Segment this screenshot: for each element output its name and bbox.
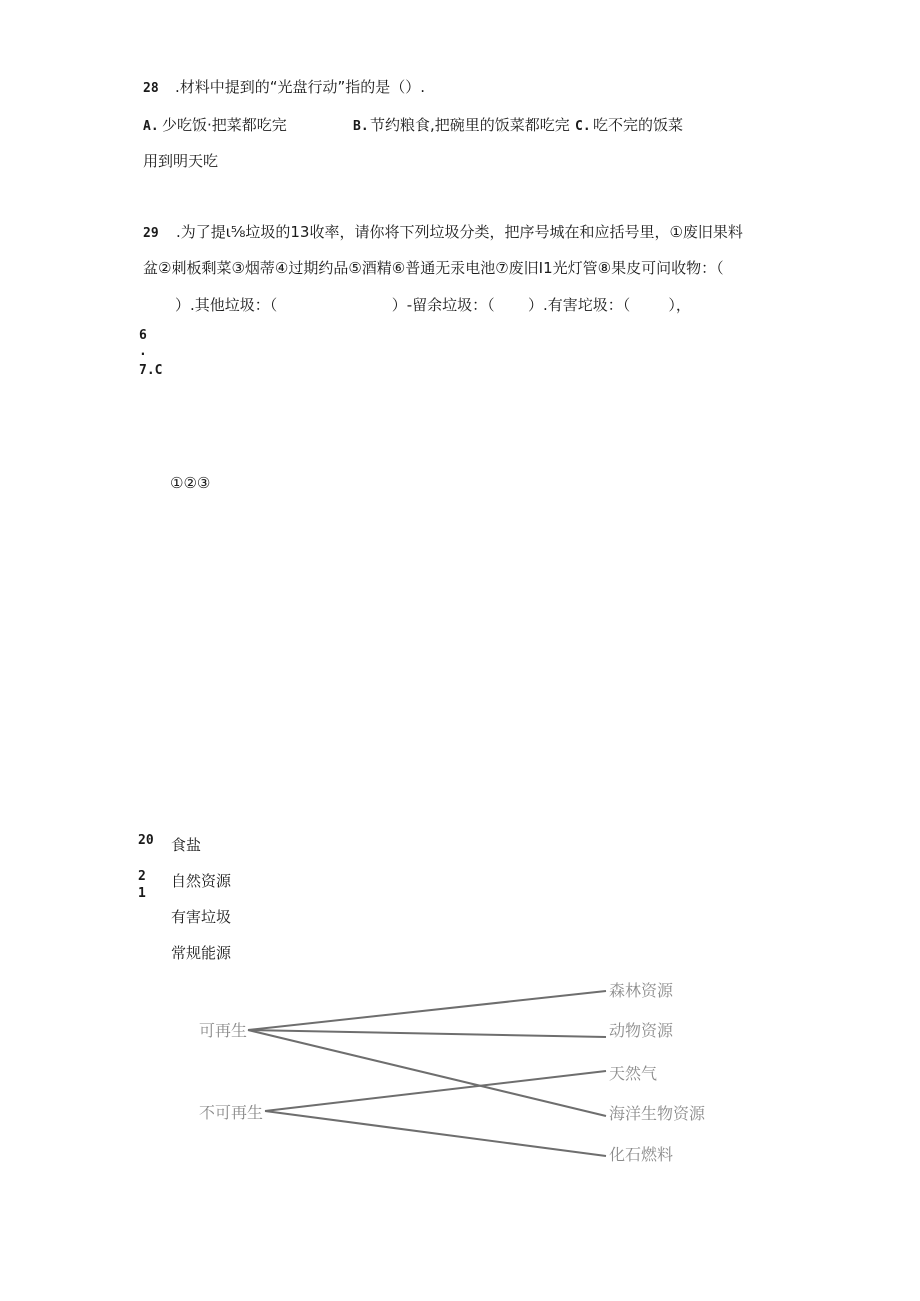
- right-label-forest: 森林资源: [609, 981, 674, 1000]
- list-item-salt: 食盐: [171, 836, 202, 854]
- q28-option-a-key: A.: [143, 119, 159, 134]
- q28-number: 28: [143, 81, 159, 96]
- right-label-marine: 海洋生物资源: [609, 1104, 706, 1123]
- connector-line: [265, 1071, 606, 1111]
- answer-7c: 7.C: [139, 363, 163, 378]
- list-number-21-b: 1: [138, 886, 146, 901]
- q29-line-1: .为了提ι⅝垃圾的13收率，请你将下列垃圾分类，把序号城在和应括号里，①废旧果料: [176, 223, 743, 241]
- list-number-21-a: 2: [138, 869, 146, 884]
- q29-line-2: 盆②刺板剩菜③烟蒂④过期约品⑤酒精⑥普通无汞电池⑦废旧I1光灯管⑧果皮可问收物：（: [143, 259, 724, 277]
- q28-stem: .材料中提到的“光盘行动”指的是（）.: [175, 78, 426, 96]
- q29-number: 29: [143, 226, 159, 241]
- right-label-animal: 动物资源: [609, 1021, 674, 1040]
- answer-dot: .: [139, 344, 147, 359]
- q28-option-c: 吃不完的饭菜: [593, 116, 684, 134]
- left-label-renewable: 可再生: [199, 1021, 248, 1040]
- left-label-nonrenewable: 不可再生: [199, 1103, 264, 1122]
- answer-number-6: 6: [139, 328, 147, 343]
- q29-line-3: ）.其他垃圾：（ ）-留余垃圾：（ ）.有害坨圾：（ ），: [175, 296, 691, 314]
- q28-option-b-key: B.: [353, 119, 369, 134]
- q28-option-a: 少吃饭·把菜都吃完: [162, 116, 287, 134]
- q28-option-c-key: C.: [575, 119, 591, 134]
- list-item-conventional-energy: 常规能源: [171, 944, 232, 962]
- list-number-20: 20: [138, 833, 154, 848]
- connector-line: [248, 991, 606, 1030]
- circled-answers: ①②③: [170, 474, 211, 492]
- connector-line: [248, 1030, 606, 1037]
- right-label-fossil: 化石燃料: [609, 1145, 674, 1164]
- connector-line: [265, 1111, 606, 1156]
- q28-option-b: 节约粮食,把碗里的饭菜都吃完: [370, 116, 570, 134]
- list-item-hazardous-waste: 有害垃圾: [171, 908, 232, 926]
- q28-option-c-continued: 用到明天吃: [143, 152, 219, 170]
- list-item-natural-resources: 自然资源: [171, 872, 232, 890]
- right-label-natural-gas: 天然气: [609, 1064, 658, 1083]
- connector-line: [248, 1030, 606, 1116]
